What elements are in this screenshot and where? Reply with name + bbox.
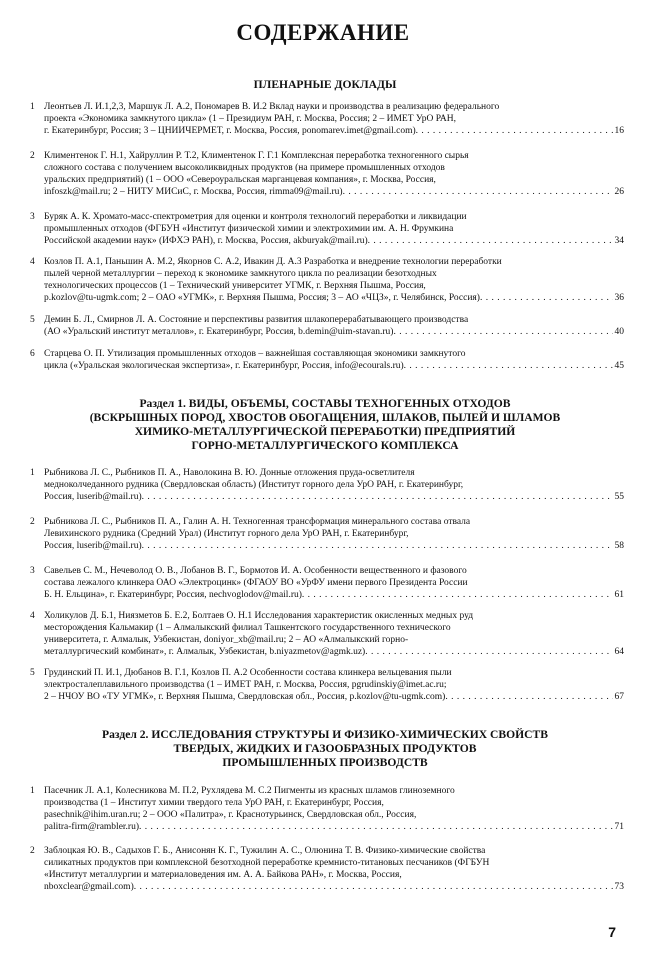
entry-line: технологических процессов (1 – Технический университет УГМК, г. Верхняя Пышма, Россия,	[44, 281, 426, 292]
entry-line: университета, г. Алмалык, Узбекистан, doniyor_xb@mail.ru; 2 – АО «Алмалыкский горно-	[44, 635, 409, 646]
entry-line: Демин Б. Л., Смирнов Л. А. Состояние и перспективы развития шлакоперерабатывающего производства	[44, 315, 469, 325]
entry-line: проекта «Экономика замкнутого цикла» (1 – Президиум РАН, г. Москва, Россия; 2 – ИМЕТ УрО РАН,	[44, 114, 456, 125]
entry-line: Климентенок Г. Н.1, Хайруллин Р. Т.2, Климентенок Г. Г.1 Комплексная переработка техногенного сырья	[44, 151, 469, 161]
entry-number: 3	[30, 212, 35, 222]
dot-leader	[134, 881, 613, 893]
entry-line: Пасечник Л. А.1, Колесникова М. П.2, Рухлядева М. С.2 Пигменты из красных шламов глиноземного	[44, 786, 455, 796]
section-heading-line: ГОРНО-МЕТАЛЛУРГИЧЕСКОГО КОМПЛЕКСА	[191, 439, 459, 452]
entry-page-number: 67	[614, 692, 624, 703]
entry-line: промышленных отходов (ФГБУН «Институт физической химии и электрохимии им. А. Н. Фрумкина	[44, 224, 454, 235]
section-heading-line: ТВЕРДЫХ, ЖИДКИХ И ГАЗООБРАЗНЫХ ПРОДУКТОВ	[173, 742, 477, 755]
dot-leader	[343, 186, 613, 198]
entry-line: Козлов П. А.1, Паньшин А. М.2, Якорнов С. А.2, Ивакин Д. А.3 Разработка и внедрение технологии переработки	[44, 257, 502, 267]
dot-leader	[416, 125, 613, 137]
entry-line: силикатных продуктов при комплексной безотходной переработке кремнисто-титановых песчаников (ФГБУН	[44, 858, 490, 869]
toc-entry[interactable]	[30, 467, 624, 503]
entry-line: Россия, luserib@mail.ru)	[44, 492, 142, 503]
entry-line: «Институт металлургии и материаловедения им. А. А. Байкова РАН», г. Москва, Россия,	[44, 870, 402, 881]
entry-number: 1	[30, 786, 35, 796]
toc-entry[interactable]	[30, 314, 624, 338]
entry-line: электросталеплавильного производства (1 – ИМЕТ РАН, г. Москва, Россия, pgrudinskiy@imet.ac.ru;	[44, 680, 447, 691]
entry-line: Буряк А. К. Хромато-масс-спектрометрия для оценки и контроля технологий переработки и ликвидации	[44, 212, 467, 222]
entry-line: infoszk@mail.ru; 2 – НИТУ МИСиС, г. Москва, Россия, rimma09@mail.ru)	[44, 187, 343, 198]
entry-line: Рыбникова Л. С., Рыбников П. А., Наволокина В. Ю. Донные отложения пруда-осветлителя	[44, 468, 415, 478]
entry-line: Российской академии наук» (ИФХЭ РАН), г. Москва, Россия, akburyak@mail.ru)	[44, 236, 368, 247]
entry-number: 1	[30, 102, 35, 112]
entry-page-number: 55	[614, 492, 624, 503]
entry-line: (АО «Уральский институт металлов», г. Екатеринбург, Россия, b.demin@uim-stavan.ru)	[44, 327, 394, 338]
entry-page-number: 36	[614, 293, 624, 304]
entry-page-number: 40	[614, 327, 624, 338]
entry-line: Холикулов Д. Б.1, Ниязметов Б. Е.2, Болтаев О. Н.1 Исследования характеристик окисленных медных руд	[44, 611, 474, 621]
toc-entry[interactable]	[30, 610, 624, 658]
entry-number: 2	[30, 517, 35, 527]
dot-leader	[368, 235, 613, 247]
toc-entry[interactable]	[30, 150, 624, 198]
entry-page-number: 45	[614, 361, 624, 372]
entry-number: 3	[30, 566, 35, 576]
entry-line: Заблоцкая Ю. В., Садыхов Г. Б., Анисонян К. Г., Тужилин А. С., Олюнина Т. В. Физико-химические свойства	[44, 846, 486, 856]
toc-entry[interactable]	[30, 785, 624, 833]
toc-entry[interactable]	[30, 845, 624, 893]
entry-number: 2	[30, 846, 35, 856]
entry-line: Россия, luserib@mail.ru)	[44, 541, 142, 552]
section-heading-line: ПРОМЫШЛЕННЫХ ПРОИЗВОДСТВ	[222, 756, 428, 769]
entry-line: состава лежалого клинкера ОАО «Электроцинк» (ФГАОУ ВО «УрФУ имени первого Президента России	[44, 578, 468, 589]
dot-leader	[302, 589, 613, 601]
entry-number: 4	[30, 611, 35, 621]
toc-entry[interactable]	[30, 667, 624, 703]
entry-number: 5	[30, 315, 35, 325]
dot-leader	[142, 540, 613, 552]
section-heading-line: ХИМИКО-МЕТАЛЛУРГИЧЕСКОЙ ПЕРЕРАБОТКИ) ПРЕДПРИЯТИЙ	[134, 425, 516, 438]
entry-page-number: 61	[614, 590, 624, 601]
entry-number: 1	[30, 468, 35, 478]
dot-leader	[393, 326, 612, 338]
entry-line: производства (1 – Институт химии твердого тела УрО РАН, г. Екатеринбург, Россия,	[44, 798, 384, 809]
entry-page-number: 64	[614, 647, 624, 658]
entry-number: 5	[30, 668, 35, 678]
toc-entry[interactable]	[30, 256, 624, 304]
entry-line: цикла («Уральская экологическая экспертиза», г. Екатеринбург, Россия, info@ecourals.ru)	[44, 361, 404, 372]
entry-line: месторождения Кальмакир (1 – Алмалыкский филиал Ташкентского государственного технического	[44, 623, 451, 634]
dot-leader	[404, 360, 613, 372]
entry-line: медноколчеданного рудника (Свердловская область) (Институт горного дела УрО РАН, г. Екатеринбург,	[44, 480, 464, 491]
entry-line: г. Екатеринбург, Россия; 3 – ЦНИИЧЕРМЕТ, г. Москва, Россия, ponomarev.imet@gmail.com)	[44, 126, 416, 137]
entry-line: nboxclear@gmail.com)	[44, 882, 134, 893]
section-heading-2	[40, 728, 610, 770]
entry-page-number: 58	[614, 541, 624, 552]
entry-line: Рыбникова Л. С., Рыбников П. А., Галин А. Н. Техногенная трансформация минерального состава отвала	[44, 517, 471, 527]
toc-entry[interactable]	[30, 348, 624, 372]
section-heading-line: ПЛЕНАРНЫЕ ДОКЛАДЫ	[253, 78, 397, 91]
entry-line: p.kozlov@tu-ugmk.com; 2 – ОАО «УГМК», г. Верхняя Пышма, Россия; 3 – АО «ЧЦЗ», г. Челябинск, Россия)	[44, 293, 480, 304]
section-heading-line: Раздел 2. ИССЛЕДОВАНИЯ СТРУКТУРЫ И ФИЗИКО-ХИМИЧЕСКИХ СВОЙСТВ	[102, 728, 548, 741]
dot-leader	[445, 691, 612, 703]
entry-page-number: 73	[614, 882, 624, 893]
entry-number: 4	[30, 257, 35, 267]
toc-entry[interactable]	[30, 565, 624, 601]
toc-entry[interactable]	[30, 211, 624, 247]
section-heading-line: (ВСКРЫШНЫХ ПОРОД, ХВОСТОВ ОБОГАЩЕНИЯ, ШЛАКОВ, ПЫЛЕЙ И ШЛАМОВ	[89, 411, 561, 424]
entry-line: Старцева О. П. Утилизация промышленных отходов – важнейшая составляющая экономики замкнутого	[44, 349, 466, 359]
toc-entry[interactable]	[30, 516, 624, 552]
entry-number: 2	[30, 151, 35, 161]
section-heading-plenary	[40, 78, 610, 92]
entry-line: Леонтьев Л. И.1,2,3, Маршук Л. А.2, Пономарев В. И.2 Вклад науки и производства в реализацию федерального	[44, 102, 500, 112]
entry-line: металлургический комбинат», г. Алмалык, Узбекистан, b.niyazmetov@agmk.uz)	[44, 647, 366, 658]
entry-line: Левихинского рудника (Средний Урал) (Институт горного дела УрО РАН, г. Екатеринбург,	[44, 529, 409, 540]
section-heading-line: Раздел 1. ВИДЫ, ОБЪЕМЫ, СОСТАВЫ ТЕХНОГЕННЫХ ОТХОДОВ	[139, 397, 511, 410]
entry-page-number: 16	[614, 126, 624, 137]
section-heading-1	[40, 397, 610, 453]
page-title: СОДЕРЖАНИЕ	[236, 20, 410, 45]
entry-line: Б. Н. Ельцина», г. Екатеринбург, Россия, nechvoglodov@mail.ru)	[44, 590, 302, 601]
entry-line: Грудинский П. И.1, Дюбанов В. Г.1, Козлов П. А.2 Особенности состава клинкера вельцевания пыли	[44, 668, 452, 678]
dot-leader	[365, 646, 612, 658]
dot-leader	[142, 491, 613, 503]
dot-leader	[139, 821, 613, 833]
entry-line: уральских предприятий) (1 – ООО «Североуральская марганцевая компания», г. Москва, Россия,	[44, 175, 436, 186]
entry-page-number: 26	[614, 187, 624, 198]
toc-entry[interactable]	[30, 101, 624, 137]
entry-number: 6	[30, 349, 35, 359]
entry-line: сложного состава с получением высоколиквидных продуктов (на примере промышленных отходов	[44, 163, 445, 174]
entry-line: пылей черной металлургии – переход к экономике замкнутого цикла по реализации безотходных	[44, 269, 437, 280]
entry-line: palitra-firm@rambler.ru)	[44, 822, 139, 833]
entry-line: 2 – НЧОУ ВО «ТУ УГМК», г. Верхняя Пышма, Свердловская обл., Россия, p.kozlov@tu-ugmk.com)	[44, 692, 446, 703]
dot-leader	[480, 292, 613, 304]
entry-line: Савельев С. М., Нечеволод О. В., Лобанов В. Г., Бормотов И. А. Особенности вещественного и фазового	[44, 566, 467, 576]
entry-page-number: 34	[614, 236, 624, 247]
page-number: 7	[608, 924, 616, 940]
entry-page-number: 71	[614, 822, 624, 833]
entry-line: pasechnik@ihim.uran.ru; 2 – ООО «Палитра», г. Краснотурьинск, Свердловская обл., Россия,	[44, 810, 417, 821]
